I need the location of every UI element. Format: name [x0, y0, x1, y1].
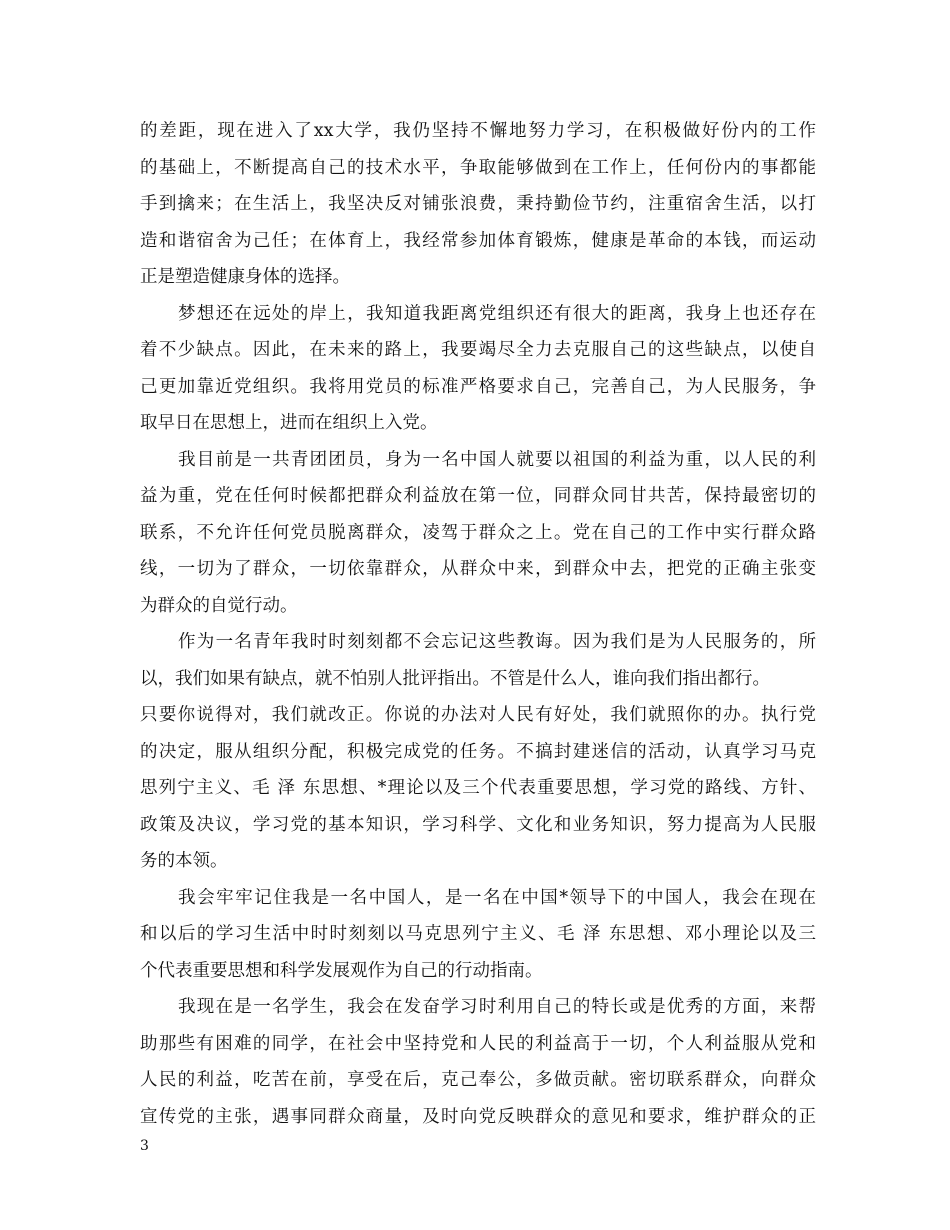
text-line: 己更加靠近党组织。我将用党员的标准严格要求自己，完善自己，为人民服务，争 — [140, 376, 816, 397]
text-line: 和以后的学习生活中时时刻刻以马克思列宁主义、毛 泽 东思想、邓小理论以及三 — [140, 924, 816, 944]
text-line: 手到擒来；在生活上，我坚决反对铺张浪费，秉持勤俭节约，注重宿舍生活，以打 — [140, 194, 816, 214]
text-line: 政策及决议，学习党的基本知识，学习科学、文化和业务知识，努力提高为人民服 — [140, 814, 816, 835]
page-number: 3 — [140, 1138, 149, 1154]
text-line: 以，我们如果有缺点，就不怕别人批评指出。不管是什么人，谁向我们指出都行。 — [140, 668, 770, 689]
text-line: 我会牢牢记住我是一名中国人，是一名在中国*领导下的中国人，我会在现在 — [178, 887, 816, 908]
text-line: 为群众的自觉行动。 — [140, 595, 298, 616]
document-body — [140, 113, 816, 1135]
text-line: 造和谐宿舍为己任；在体育上，我经常参加体育锻炼，健康是革命的本钱，而运动 — [140, 230, 816, 251]
text-line: 助那些有困难的同学，在社会中坚持党和人民的利益高于一切，个人利益服从党和 — [140, 1033, 816, 1054]
text-line: 思列宁主义、毛 泽 东思想、*理论以及三个代表重要思想，学习党的路线、方针、 — [140, 778, 816, 798]
text-line: 联系，不允许任何党员脱离群众，凌驾于群众之上。党在自己的工作中实行群众路 — [140, 522, 816, 543]
text-line: 正是塑造健康身体的选择。 — [140, 267, 350, 287]
text-line: 益为重，党在任何时候都把群众利益放在第一位，同群众同甘共苦，保持最密切的 — [140, 486, 816, 506]
text-line: 的决定，服从组织分配，积极完成党的任务。不搞封建迷信的活动，认真学习马克 — [140, 741, 816, 762]
text-line: 的差距，现在进入了xx大学，我仍坚持不懈地努力学习，在积极做好份内的工作 — [140, 121, 816, 141]
text-line: 人民的利益，吃苦在前，享受在后，克己奉公，多做贡献。密切联系群众，向群众 — [140, 1070, 816, 1090]
text-line: 个代表重要思想和科学发展观作为自己的行动指南。 — [140, 960, 543, 981]
text-line: 梦想还在远处的岸上，我知道我距离党组织还有很大的距离，我身上也还存在 — [178, 303, 816, 324]
text-line: 着不少缺点。因此，在未来的路上，我要竭尽全力去克服自己的这些缺点，以使自 — [140, 340, 816, 360]
text-line: 只要你说得对，我们就改正。你说的办法对人民有好处，我们就照你的办。执行党 — [140, 705, 816, 725]
text-line: 我目前是一共青团团员，身为一名中国人就要以祖国的利益为重，以人民的利 — [178, 449, 816, 470]
text-line: 的基础上，不断提高自己的技术水平，争取能够做到在工作上，任何份内的事都能 — [140, 157, 816, 178]
text-line: 作为一名青年我时时刻刻都不会忘记这些教诲。因为我们是为人民服务的，所 — [178, 632, 816, 652]
text-line: 宣传党的主张，遇事同群众商量，及时向党反映群众的意见和要求，维护群众的正 — [140, 1106, 816, 1127]
text-line: 线，一切为了群众，一切依靠群众，从群众中来，到群众中去，把党的正确主张变 — [140, 559, 816, 579]
text-line: 务的本领。 — [140, 851, 228, 871]
text-line: 我现在是一名学生，我会在发奋学习时利用自己的特长或是优秀的方面，来帮 — [178, 997, 816, 1017]
text-line: 取早日在思想上，进而在组织上入党。 — [140, 413, 438, 433]
